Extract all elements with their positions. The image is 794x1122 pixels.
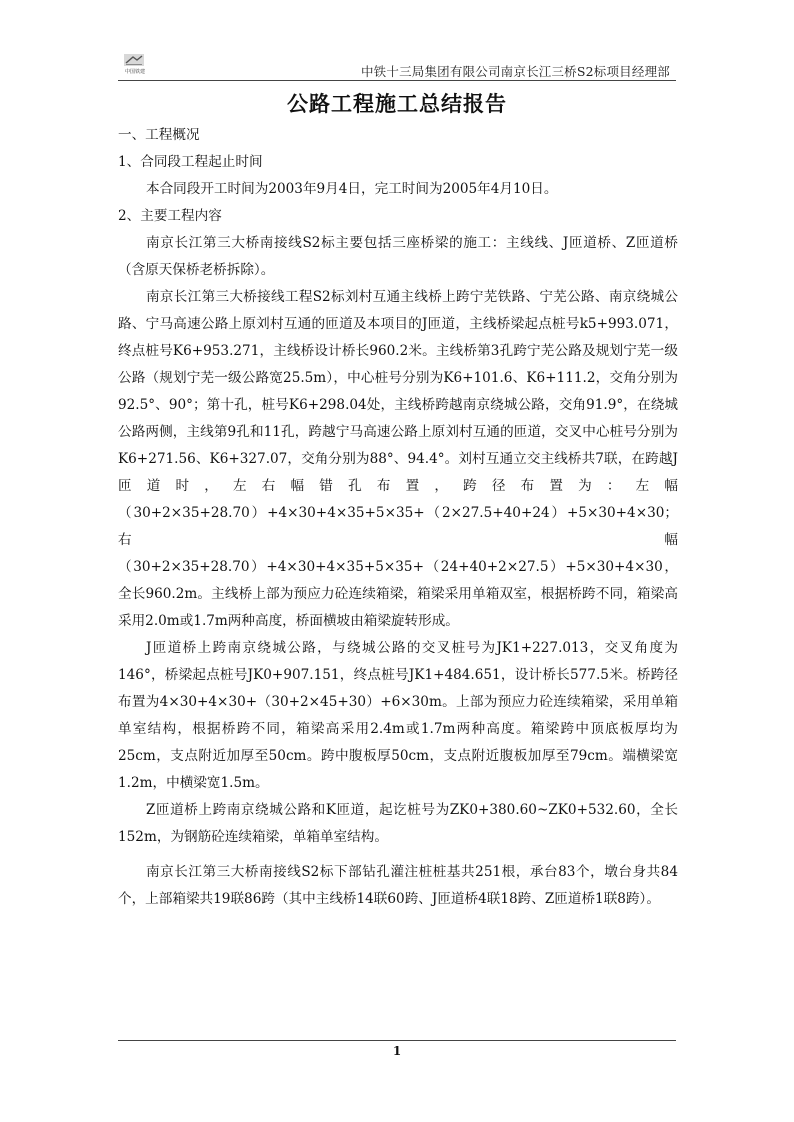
page-number: 1 xyxy=(392,1044,402,1058)
subsection-heading: 2、主要工程内容 xyxy=(118,208,222,224)
document-body xyxy=(118,122,678,913)
document-title: 公路工程施工总结报告 xyxy=(287,92,507,116)
subsection-heading: 1、合同段工程起止时间 xyxy=(118,154,263,170)
section-heading: 一、工程概况 xyxy=(118,127,200,143)
logo-text: 中国铁建 xyxy=(124,69,145,75)
header-company-name: 中铁十三局集团有限公司南京长江三桥S2标项目经理部 xyxy=(360,64,670,79)
footer-divider xyxy=(118,1040,676,1041)
header-divider xyxy=(118,80,676,81)
body-paragraph: 南京长江第三大桥接线工程S2标刘村互通主线桥上跨宁芜铁路、宁芜公路、南京绕城公路、宁马高速公路上原刘村互通的匝道及本项目的J匝道，主线桥梁起点桩号k5+993.071，终点桩号K6+953.271，主线桥设计桥长960.2米。主线桥第3孔跨宁芜公路及规划宁芜一级公路（规划宁芜一级公路宽25.5m），中心桩号分别为K6+101.6、K6+111.2，交角分别为92.5°、90°；第十孔，桩号K6+298.04处，主线桥跨越南京绕城公路，交角91.9°，在绕城公路两侧，主线第9孔和11孔，跨越宁马高速公路上原刘村互通的匝道，交叉中心桩号分别为K6+271.56、K6+327.07，交角分别为88°、94.4°。刘村互通立交主线桥共7联，在跨越J匝道时，左右幅错孔布置，跨径布置为：左幅（30+2×35+28.70）+4×30+4×35+5×35+（2×27.5+40+24）+5×30+4×30；右幅（30+2×35+28.70）+4×30+4×35+5×35+（24+40+2×27.5）+5×30+4×30，全长960.2m。主线桥上部为预应力砼连续箱梁，箱梁采用单箱双室，根据桥跨不同，箱梁高采用2.0m或1.7m两种高度，桥面横坡由箱梁旋转形成。 xyxy=(118,289,678,629)
company-logo xyxy=(120,54,148,78)
logo-mark-icon xyxy=(124,54,144,66)
body-paragraph: Z匝道桥上跨南京绕城公路和K匝道，起讫桩号为ZK0+380.60~ZK0+532.60，全长152m，为钢筋砼连续箱梁，单箱单室结构。 xyxy=(118,802,678,845)
body-paragraph: 南京长江第三大桥南接线S2标主要包括三座桥梁的施工：主线线、J匝道桥、Z匝道桥（含原天保桥老桥拆除）。 xyxy=(118,235,678,278)
body-paragraph: 南京长江第三大桥南接线S2标下部钻孔灌注桩桩基共251根，承台83个，墩台身共84个，上部箱梁共19联86跨（其中主线桥14联60跨、J匝道桥4联18跨、Z匝道桥1联8跨）。 xyxy=(118,864,678,907)
body-paragraph: 本合同段开工时间为2003年9月4日，完工时间为2005年4月10日。 xyxy=(146,181,558,197)
page-header xyxy=(118,46,676,82)
body-paragraph: J匝道桥上跨南京绕城公路，与绕城公路的交叉桩号为JK1+227.013，交叉角度为146°，桥梁起点桩号JK0+907.151，终点桩号JK1+484.651，设计桥长577.5米。桥跨径布置为4×30+4×30+（30+2×45+30）+6×30m。上部为预应力砼连续箱梁，采用单箱单室结构，根据桥跨不同，箱梁高采用2.4m或1.7m两种高度。箱梁跨中顶底板厚均为25cm，支点附近加厚至50cm。跨中腹板厚50cm，支点附近腹板加厚至79cm。端横梁宽1.2m，中横梁宽1.5m。 xyxy=(118,640,678,791)
